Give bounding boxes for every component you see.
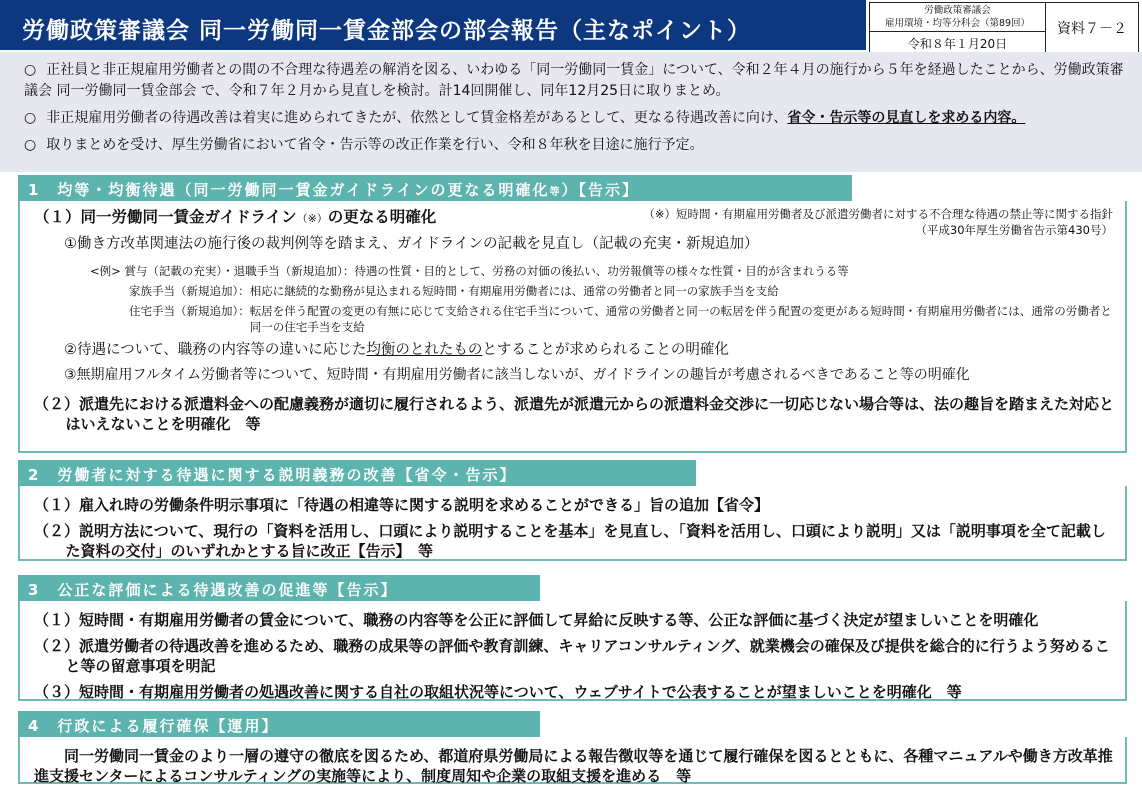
document-meta [866, 0, 1142, 60]
intro-text: 取りまとめを受け、厚生労働省において省令・告示等の改正作業を行い、令和８年秋を目途に施行予定。 [46, 137, 704, 153]
sub-item-1: ①働き方改革関連法の施行後の裁判例等を踏まえ、ガイドラインの記載を見直し（記載の充実・新規追加） [64, 236, 759, 252]
document-number: 資料７－２ [1045, 2, 1139, 57]
item-1-2: （２）派遣先における派遣料金への配慮義務が適切に履行されるよう、派遣先が派遣元からの派遣料金交渉に一切応じない場合等は、法の趣旨を踏まえた対応とはいえないことを明確化 等 [34, 395, 1115, 433]
section-title-small: 等 [549, 187, 562, 198]
bullet: ○ [24, 62, 37, 78]
footnote-line1: （※）短時間・有期雇用労働者及び派遣労働者に対する不合理な待遇の禁止等に関する指針 [643, 207, 1113, 221]
section-tag: ）【告示】 [561, 181, 640, 199]
item-3-3: （３）短時間・有期雇用労働者の処遇改善に関する自社の取組状況等について、ウェブサイトで公表することが望ましいことを明確化 等 [34, 683, 962, 701]
underlined-text: 均衡のとれたもの [366, 342, 483, 358]
sub-item-2 [34, 339, 1115, 361]
intro-point-3 [24, 135, 1132, 156]
sub-item-3: ③無期雇用フルタイム労働者等について、短時間・有期雇用労働者に該当しないが、ガイドラインの趣旨が考慮されるべきであること等の明確化 [64, 367, 970, 383]
section-4-header: 4 行政による履行確保【運用】 [18, 711, 540, 737]
section-4-body: 同一労働同一賃金のより一層の遵守の徹底を図るため、都道府県労働局による報告徴収等を通じて履行確保を図るとともに、各種マニュアルや働き方改革推進支援センターによるコンサルティングの実施等により、制度周知や企業の取組支援を進める 等 [34, 747, 1113, 785]
item-text: ②待遇について、職務の内容等の違いに応じた [64, 342, 367, 358]
intro-summary [0, 52, 1142, 172]
bullet: ○ [24, 137, 37, 153]
footnote-line2: （平成30年厚生労働省告示第430号） [915, 223, 1113, 237]
section-3-box [18, 601, 1127, 701]
intro-text: 正社員と非正規雇用労働者との間の不合理な待遇差の解消を図る、いわゆる「同一労働同一賃金」について、令和２年４月の施行から５年を経過したことから、労働政策審議会 同一労働同一賃金部会 で、令和７年２月から見直しを検討。計14回開催し、同年12月25日に取りまとめ。 [24, 62, 1124, 99]
item-3-2: （２）派遣労働者の待遇改善を進めるため、職務の成果等の評価や教育訓練、キャリアコンサルティング、就業機会の確保及び提供を総合的に行うよう努めること等の留意事項を明記 [34, 637, 1110, 675]
section-title: 1 均等・均衡待遇（同一労働同一賃金ガイドラインの更なる明確化 [28, 181, 550, 199]
bullet: ○ [24, 110, 37, 126]
note-ref: （※） [296, 212, 328, 225]
example-1: <例> 賞与（記載の充実）・退職手当（新規追加）：待遇の性質・目的として、労務の対価の後払い、功労報償等の様々な性質・目的が含まれうる等 [90, 264, 849, 278]
intro-point-1 [24, 60, 1132, 102]
intro-point-2 [24, 108, 1132, 129]
item-3-1: （１）短時間・有期雇用労働者の賃金について、職務の内容等を公正に評価して昇給に反映する等、公正な評価に基づく決定が望ましいことを明確化 [34, 611, 1039, 629]
section-1-box [18, 201, 1127, 453]
item-text: の更なる明確化 [327, 208, 437, 226]
footnote [643, 206, 1113, 238]
example-label: 住宅手当（新規追加）： [129, 304, 250, 318]
example-3 [34, 303, 1115, 335]
intro-emphasis: 省令・告示等の見直しを求める内容。 [787, 110, 1026, 126]
org-line1: 労働政策審議会 [924, 5, 991, 16]
section-1-header [18, 175, 852, 201]
item-2-1: （１）雇入れ時の労働条件明示事項に「待遇の相違等に関する説明を求めることができる」旨の追加【省令】 [34, 496, 770, 514]
example-2: 家族手当（新規追加）：相応に継続的な勤務が見込まれる短時間・有期雇用労働者には、通常の労働者と同一の家族手当を支給 [129, 284, 779, 298]
item-text: とすることが求められることの明確化 [482, 342, 729, 358]
section-2-box [18, 486, 1127, 561]
section-3-header: 3 公正な評価による待遇改善の促進等【告示】 [18, 575, 540, 601]
item-2-2: （２）説明方法について、現行の「資料を活用し、口頭により説明することを基本」を見直し、「資料を活用し、口頭により説明」又は「説明事項を全て記載した資料の交付」のいずれかとする旨に改正【告示】 等 [34, 522, 1106, 560]
meeting-date: 令和８年１月20日 [869, 31, 1046, 57]
meeting-name [869, 2, 1046, 32]
page-title: 労働政策審議会 同一労働同一賃金部会の部会報告（主なポイント） [0, 0, 866, 50]
item-text: （１）同一労働同一賃金ガイドライン [34, 208, 297, 226]
org-line2: 雇用環境・均等分科会（第89回） [884, 18, 1031, 29]
example-text: 転居を伴う配置の変更の有無に応じて支給される住宅手当について、通常の労働者と同一の転居を伴う配置の変更がある短時間・有期雇用労働者には、通常の労働者と同一の住宅手当を支給 [249, 304, 1112, 334]
section-2-header: 2 労働者に対する待遇に関する説明義務の改善【省令・告示】 [18, 460, 696, 486]
intro-text: 非正規雇用労働者の待遇改善は着実に進められてきたが、依然として賃金格差があるとして、更なる待遇改善に向け、 [46, 110, 788, 126]
section-4-box [18, 737, 1127, 784]
